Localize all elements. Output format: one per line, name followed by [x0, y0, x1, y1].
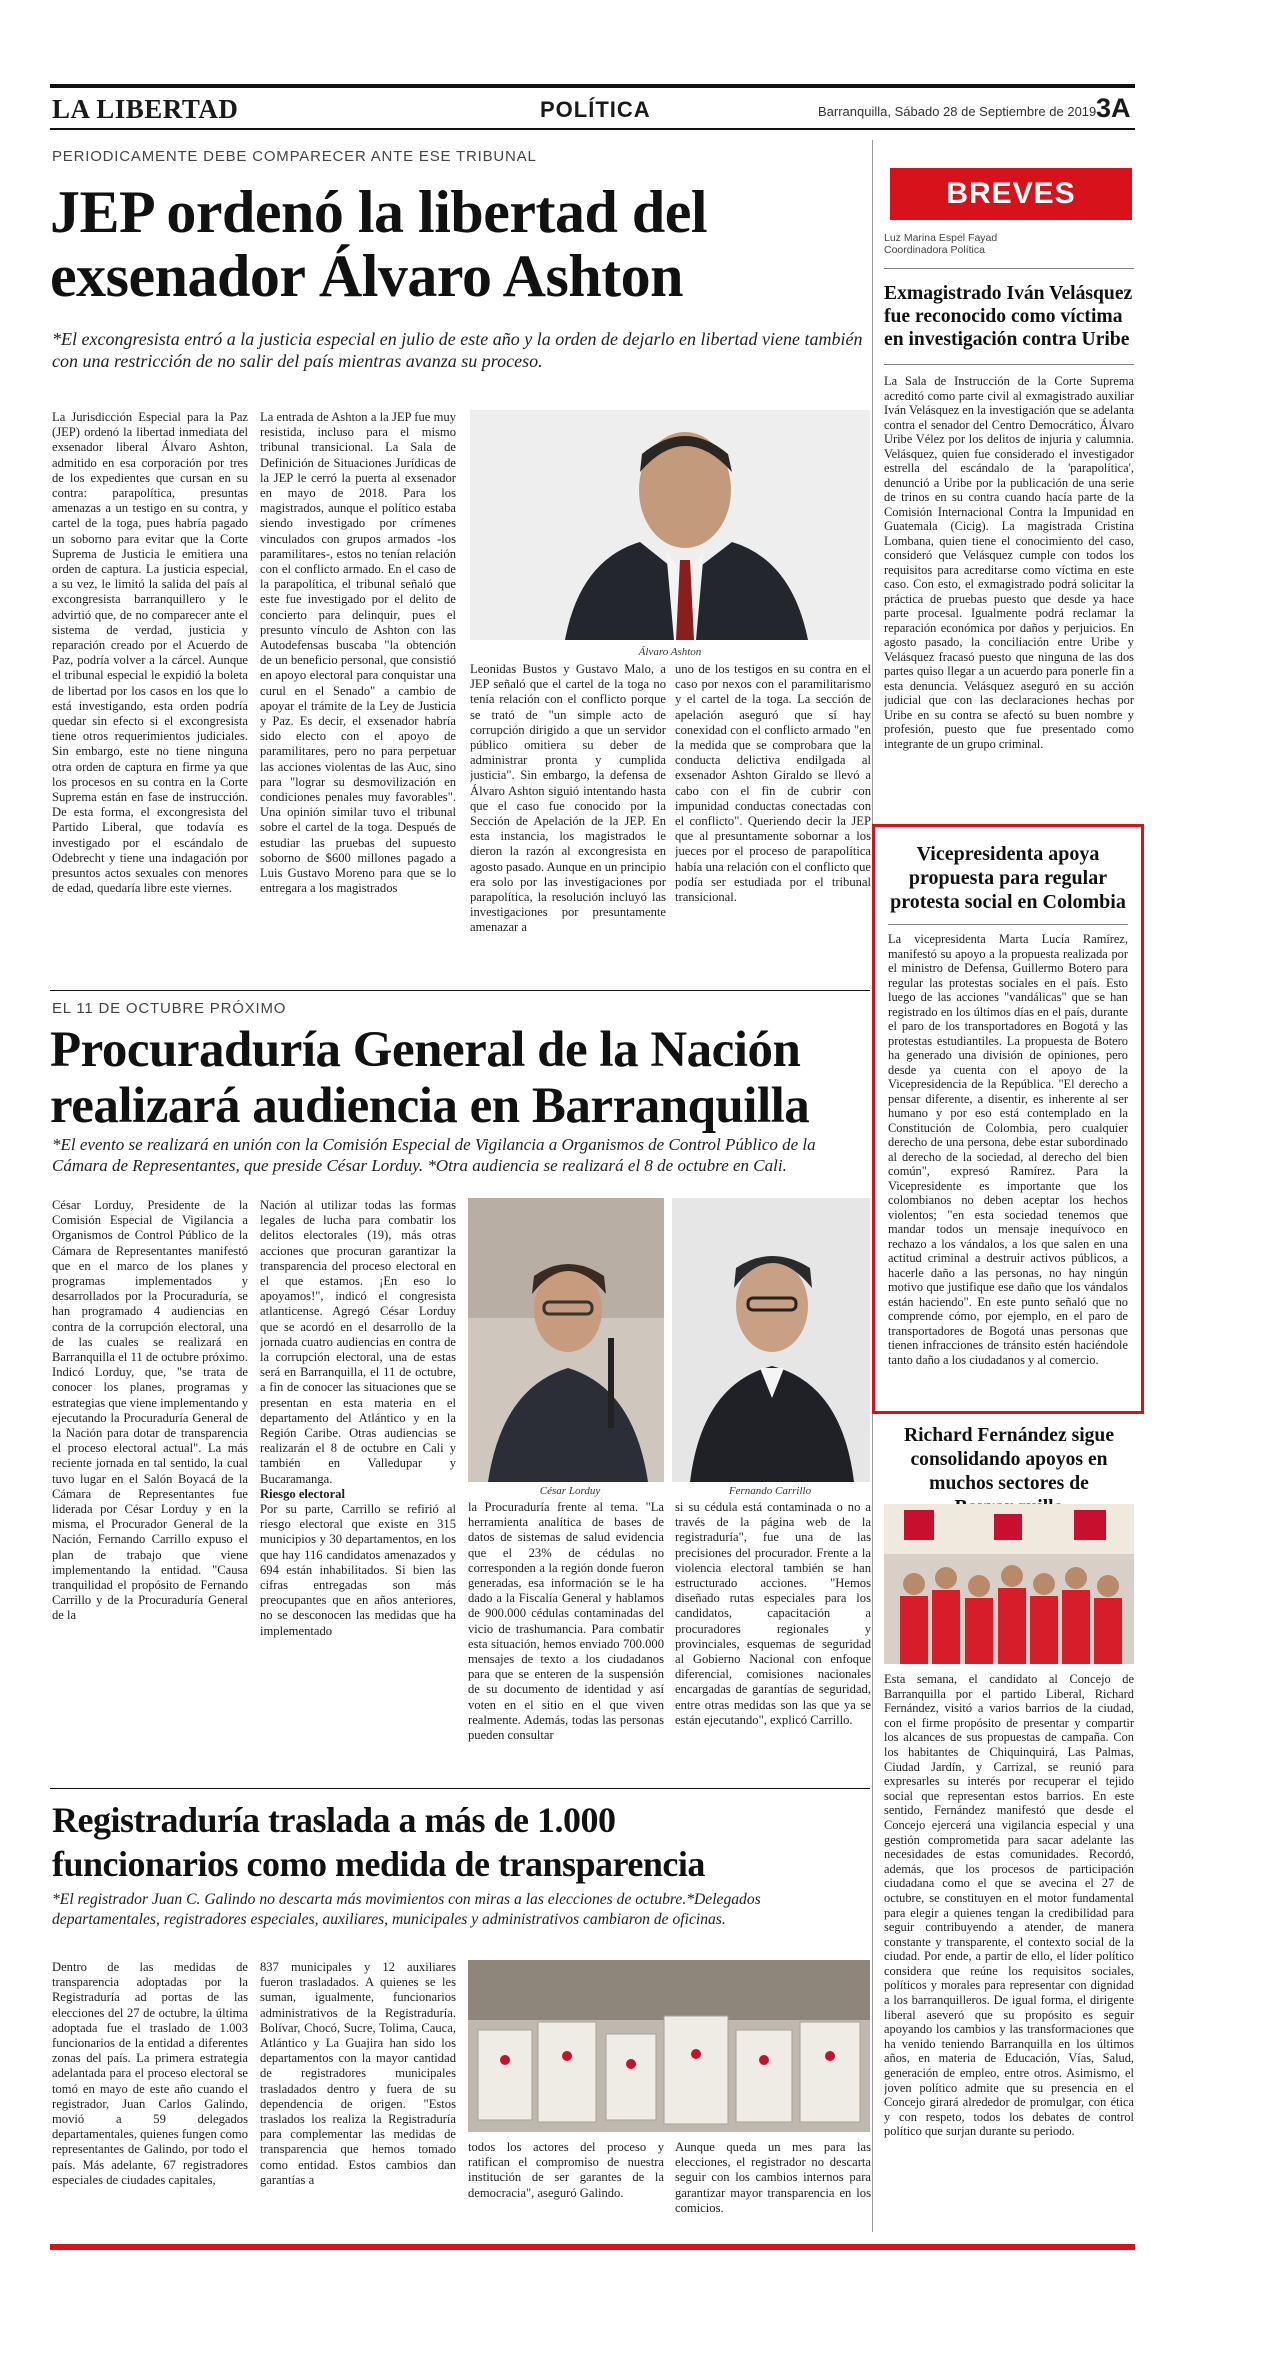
story3-column-1: Dentro de las medidas de transparencia adoptadas por la Registraduría ad portas de las elecciones del 27 de octubre, la última adoptada fue el traslado de 1.003 funcionarios de la entidad a diferentes zonas del país. La primera estrategia adelantada para el proceso electoral se tomó en mayo de este año cuando el registrador, Juan Carlos Galindo, movió a 59 delegados departamentales, quienes fungen como representantes de Galindo, por todo el país. Más adelante, 67 registradores especiales de ciudades capitales, [52, 1960, 248, 2187]
story3-headline-line2: funcionarios como medida de transparencia [52, 1844, 705, 1884]
ashton-caption: Álvaro Ashton [638, 646, 702, 658]
story2-headline-line2: realizará audiencia en Barranquilla [50, 1078, 810, 1134]
story2-column-2-text-b: Por su parte, Carrillo se refirió al riesgo electoral que existe en 315 municipios y 30 departamentos, en los que hay 116 candidatos amenazados y 694 están inhabilitados. Si bien las cifras entregadas son más preocupantes que en años anteriores, no se desconocen las medidas que ha implementado [260, 1502, 456, 1638]
story2-column-3: la Procuraduría frente al tema. "La herramienta analítica de bases de datos de sistemas de salud evidencia que el 23% de cédulas no corresponden a la región donde fueron generadas, esa información se le ha dado a la Fiscalía General y hablamos de 900.000 cédulas contaminadas del vicio de trashumancia. Para combatir esta situación, hemos enviado 700.000 mensajes de texto a los ciudadanos para que se enteren de la suspensión de su documento de identidad y así voten en el sitio en el que viven realmente. Además, todas las personas pueden consultar [468, 1500, 664, 1743]
story2-headline-line1: Procuraduría General de la Nación [50, 1022, 801, 1078]
sidebar-rule-2 [884, 364, 1134, 365]
story2-column-1: César Lorduy, Presidente de la Comisión Especial de Vigilancia a Organismos de Control Público de la Cámara de Representantes manifestó que en el marco de los planes y programas implementados y desarrollados por la Procuraduría, se han programado 4 audiencias en contra de la corrupción electoral, una de las cuales se realizará en Barranquilla el 11 de octubre próximo. Indicó Lorduy, que, "se trata de conocer los planes, programas y estrategias que viene implementando y ejecutando la Procuraduría General de la Nación para dotar de transparencia el proceso electoral actual". La más reciente jornada en tal sentido, la cual tuvo lugar en el Salón Boyacá de la Cámara de Representantes fue liderada por César Lorduy y en la misma, el Procurador General de la Nación, Fernando Carrillo expuso el plan de trabajo que viene implementando la entidad. "Causa tranquilidad el propósito de Fernando Carrillo y de la Procuraduría General de la [52, 1198, 248, 1623]
brief3-body: Esta semana, el candidato al Concejo de Barranquilla por el partido Liberal, Richard Fernández, visitó a varios barrios de la ciudad, con el firme propósito de presentar y compartir los alcances de sus propuestas de campaña. Con los habitantes de Chiquinquirá, Las Palmas, Ciudad Jardín, y Carrizal, se reunió para expresarles su interés por recuperar el tejido social que representan estos barrios. En este sentido, Fernández manifestó que desde el Concejo ejercerá una vigilancia especial y una gestión comprometida para sacar adelante las necesidades de estas comunidades. Recordó, además, que los procesos de participación ciudadana como el que se avecina el 27 de octubre, se constituyen en el motor fundamental para elegir a quienes tengan la credibilidad para seguir contribuyendo a atender, de manera constante y transparente, el contexto social de la ciudad. Por ende, a partir de ello, el líder político considera que reúne los requisitos sociales, políticos y morales para representar con dignidad a los barranquilleros. De igual forma, el dirigente liberal aseveró que su propósito es seguir apoyando los cambios y las transformaciones que ha venido teniendo Barranquilla en los últimos años, en materia de Educación, Vías, Salud, generación de empleo, entre otros. Asimismo, el joven político admite que su presencia en el Concejo girará alrededor de promulgar, con ética y con respeto, todos los debates de control político que surjan durante su periodo. [884, 1672, 1134, 2139]
brief2-rule [888, 924, 1128, 925]
crowd-meeting-icon [884, 1504, 1134, 1664]
story2-deck: *El evento se realizará en unión con la Comisión Especial de Vigilancia a Organismos de Control Público de la Cámara de Representantes, que preside César Lorduy. *Otra audiencia se realizará el 8 de octubre en Cali. [52, 1135, 816, 1175]
story2-column-2 [260, 1198, 456, 1778]
breves-banner: BREVES [890, 168, 1132, 220]
divider-2 [50, 1788, 870, 1789]
lorduy-caption: César Lorduy [539, 1485, 601, 1497]
page-number: 3A [1096, 93, 1131, 123]
story1-headline-line1: JEP ordenó la libertad del [50, 179, 708, 245]
brief1-headline: Exmagistrado Iván Velásquez fue reconocido como víctima en investigación contra Uribe [884, 283, 1133, 350]
story1-column-1: La Jurisdicción Especial para la Paz (JEP) ordenó la libertad inmediata del exsenador liberal Álvaro Ashton, admitido en esa corporación por tres de los expedientes que cursan en su contra: parapolítica, presuntas amenazas a un testigo en su contra, y cartel de la toga, pues habría pagado un soborno para evitar que la Corte Suprema de Justicia le emitiera una orden de captura. La justicia especial, a su vez, le limitó la salida del país al excongresista barranquillero y le advirtió que, de no comparecer ante el sistema de verdad, justicia y reparación creado por el Acuerdo de Paz, podría volver a la cárcel. Aunque el tribunal especial le expidió la boleta de libertad por los casos en los que lo está investigando, esta orden podría quedar sin efecto si el excongresista tiene otros requerimientos judiciales. Sin embargo, este no tiene ninguna otra orden de captura en firme ya que los procesos en su contra en la Corte Suprema están en fase de instrucción. De esta forma, el excongresista del Partido Liberal, que todavía es investigado por el escándalo de Odebrecht y tiene una indagación por presuntos actos sexuales con menores de edad, quedaría libre este viernes. [52, 410, 248, 896]
brief2-body: La vicepresidenta Marta Lucía Ramírez, manifestó su apoyo a la propuesta realizada por el ministro de Defensa, Guillermo Botero para regular las protestas sociales en el país. Esto luego de las acciones "vandálicas" que se han registrado en los últimos días en el país, durante el paro de los transportadores en Bogotá y las protestas estudiantiles. La propuesta de Botero ha generado una división de opiniones, pero desde ya cuenta con el apoyo de la Vicepresidencia de la República. "El derecho a pensar diferente, a disentir, es inherente al ser humano y por eso está contemplado en la Constitución de Colombia, pero cualquier derecho de una persona, debe estar subordinado al derecho de la sociedad, al derecho del bien común", expresó Ramírez. Para la Vicepresidente es importante que los colombianos no deben aceptar los hechos violentos; "en esta sociedad tenemos que mandar todos un mensaje inequívoco en rechazo a los vándalos, a los que salen en una actitud criminal a destruir activos públicos, a hacerle daño a las personas, no hay ningún motivo que justifique ese daño que los vándalos están haciendo". En este punto señaló que no comprende cómo, por ejemplo, en el paro de transportadores de Bogotá unas personas que tienen infracciones de tránsito estén haciéndole tanto daño a los ciudadanos y al comercio. [888, 932, 1128, 1367]
brief1-body: La Sala de Instrucción de la Corte Suprema acreditó como parte civil al exmagistrado auxiliar Iván Velásquez en la investigación que se adelanta contra el senador del Centro Democrático, Álvaro Uribe Vélez por los delitos de injuria y calumnia. Velásquez, quien fue considerado el investigador estrella del escándalo de la 'parapolítica', denunció a Uribe por la publicación de una serie de trinos en su contra cuando hacía parte de la Comisión Internacional Contra la Impunidad en Guatemala (Cicig). La magistrada Cristina Lombana, quien tiene el conocimiento del caso, consideró que Velásquez cumple con todos los requisitos para acreditarse como víctima en este caso. Con esto, el exmagistrado podrá solicitar la práctica de pruebas puesto que desde ya hace parte procesal. Igualmente podrá reclamar la reparación económica por daños y perjuicios. En agosto pasado, la conciliación entre Uribe y Velásquez fracasó puesto que ninguna de las dos partes quiso llegar a un acuerdo para ponerle fin a esta denuncia. Velásquez aseguró en su acción judicial que con las declaraciones hechas por Uribe en su contra se afectó su buen nombre y profesión, puesto que fue presentado como integrante de un grupo criminal. [884, 374, 1134, 751]
story2-subhead: Riesgo electoral [260, 1486, 345, 1501]
story1-headline [50, 180, 870, 308]
coordinator-name: Luz Marina Espel Fayad [884, 232, 998, 244]
story1-kicker: PERIODICAMENTE DEBE COMPARECER ANTE ESE TRIBUNAL [52, 148, 537, 165]
story1-column-3: Leonidas Bustos y Gustavo Malo, a JEP señaló que el cartel de la toga no tenía relación con el conflicto porque se trató de "un simple acto de corrupción dirigido a que un servidor público omitiera su deber de administrar pronta y cumplida justicia". Sin embargo, la defensa de Álvaro Ashton siguió intentando hasta que el caso fue conocido por la Sección de Apelación de la JEP. En esta instancia, los magistrados le dieron la razón al excongresista en agosto pasado. Aunque en un principio era solo por las investigaciones por parapolítica, la resolución incluyó las investigaciones por presuntamente amenazar a [470, 662, 666, 935]
ashton-portrait-icon [470, 410, 870, 640]
story1-headline-line2: exsenador Álvaro Ashton [50, 243, 684, 309]
masthead-top-rule [50, 84, 1135, 88]
lorduy-photo [468, 1198, 664, 1482]
sidebar-rule-1 [884, 268, 1134, 269]
story1-deck: *El excongresista entró a la justicia especial en julio de este año y la orden de dejarlo en libertad viene también con una restricción de no salir del país mientras avanza su proceso. [52, 329, 863, 371]
paper-name: LA LIBERTAD [52, 94, 239, 124]
section-title: POLÍTICA [540, 97, 651, 122]
story3-column-2: 837 municipales y 12 auxiliares fueron trasladados. A quienes se les suman, igualmente, funcionarios administrativos de la Registraduría. Bolívar, Chocó, Sucre, Tolima, Cauca, Atlántico y La Guajira han sido los departamentos con la mayor cantidad de registradores municipales trasladados dentro y fuera de su dependencia de origen. "Estos traslados los realiza la Registraduría para complementar las medidas de transparencia que hemos tomado como entidad. Estos cambios dan garantías a [260, 1960, 456, 2187]
masthead-bottom-rule [50, 128, 1135, 130]
story2-headline [50, 1022, 880, 1134]
bottom-red-bar [50, 2244, 1135, 2250]
story3-headline [52, 1798, 872, 1886]
story3-column-4: Aunque queda un mes para las elecciones, el registrador no descarta seguir con los cambios internos para garantizar mayor transparencia en los comicios. [675, 2140, 871, 2215]
story3-column-3: todos los actores del proceso y ratifican el compromiso de nuestra institución de ser garantes de la democracia", aseguró Galindo. [468, 2140, 664, 2200]
lorduy-portrait-icon [468, 1198, 664, 1482]
carrillo-portrait-icon [672, 1198, 870, 1482]
carrillo-photo [672, 1198, 870, 1482]
brief3-headline: Richard Fernández sigue consolidando apoyos en muchos sectores de [903, 1425, 1115, 1494]
story3-headline-line1: Registraduría traslada a más de 1.000 [52, 1800, 616, 1840]
story2-column-4: si su cédula está contaminada o no a través de la página web de la registraduría", fue una de las precisiones del procurador. Frente a la violencia electoral también se han estructurado acciones. "Hemos diseñado rutas especiales para los candidatos, capacitación a procuradores regionales y provinciales, esquemas de seguridad al Gobierno Nacional con enfoque diferencial, comisiones nacionales encargadas de garantías de seguridad, entre otras medidas son las que ya se están ejecutando", explicó Carrillo. [675, 1500, 871, 1727]
story1-column-4: uno de los testigos en su contra en el caso por nexos con el paramilitarismo y el cartel de la toga. La sección de apelación aseguró que sí hay conexidad con el conflicto armado "en la medida que se comprobara que la conducta delictiva endilgada al exsenador Ashton Giraldo se llevó a cabo con el fin de cubrir con impunidad conductas conectadas con el conflicto". Queriendo decir la JEP que al presuntamente sobornar a los jueces por el proceso de parapolítica había una relación con el conflicto que podía ser estudiada por el tribunal transicional. [675, 662, 871, 905]
story2-kicker: EL 11 DE OCTUBRE PRÓXIMO [52, 1000, 287, 1017]
story3-deck: *El registrador Juan C. Galindo no descarta más movimientos con miras a las elecciones de octubre.*Delegados departamentales, registradores especiales, auxiliares, municipales y administrativos cambiaron de oficinas. [52, 1891, 761, 1928]
registraduria-photo [468, 1960, 870, 2132]
issue-date: Barranquilla, Sábado 28 de Septiembre de 2019 [818, 104, 1097, 119]
coordinator-credit [884, 232, 1084, 256]
brief2-headline: Vicepresidenta apoya propuesta para regular protesta social en Colombia [890, 843, 1126, 913]
coordinator-role: Coordinadora Política [884, 244, 985, 256]
ballot-boxes-icon [468, 1960, 870, 2132]
story2-column-2-text: Nación al utilizar todas las formas legales de lucha para combatir los delitos electorales (19), más otras acciones que procuran garantizar la transparencia del proceso electoral en el que estamos. ¡En eso lo apoyamos!", indicó el congresista atlanticense. Agregó César Lorduy que se acordó en el desarrollo de la jornada cuatro audiencias en contra de la corrupción electoral, una de estas será en Barranquilla, el 11 de octubre, a fin de conocer las situaciones que se presentan en esta materia en el departamento del Atlántico y en la Región Caribe. Otras audiencias se realizarán el 8 de octubre en Cali y también en Valledupar y Bucaramanga. [260, 1198, 456, 1486]
story1-column-2: La entrada de Ashton a la JEP fue muy resistida, incluso para el mismo tribunal transicional. La Sala de Definición de Situaciones Jurídicas de la JEP le cerró la puerta al exsenador en mayo de 2018. Para los magistrados, aunque el político estaba siendo investigado por crímenes vinculados con grupos armados -los paramilitares-, estos no tenían relación con el conflicto armado. En el caso de la parapolítica, el tribunal señaló que este fue investigado por el delito de concierto para delinquir, pues el presunto vínculo de Ashton con las Autodefensas buscaba "la obtención de un beneficio personal, que consistió en apoyo electoral para conquistar una curul en el Senado" a cambio de apoyar el trámite de la Ley de Justicia y Paz. Es decir, el exsenador habría sido electo con el apoyo de paramilitares, pero no para perpetuar las acciones violentas de las Auc, sino para "lograr su desmovilización en condiciones penales muy favorables". Una opinión similar tuvo el tribunal sobre el cartel de la toga. Después de estudiar las pruebas del supuesto soborno de $600 millones pagado a Luis Gustavo Moreno para que se lo entregara a los magistrados [260, 410, 456, 896]
divider-1 [50, 990, 870, 991]
fernandez-photo [884, 1504, 1134, 1664]
carrillo-caption: Fernando Carrillo [728, 1485, 812, 1497]
ashton-photo [470, 410, 870, 640]
